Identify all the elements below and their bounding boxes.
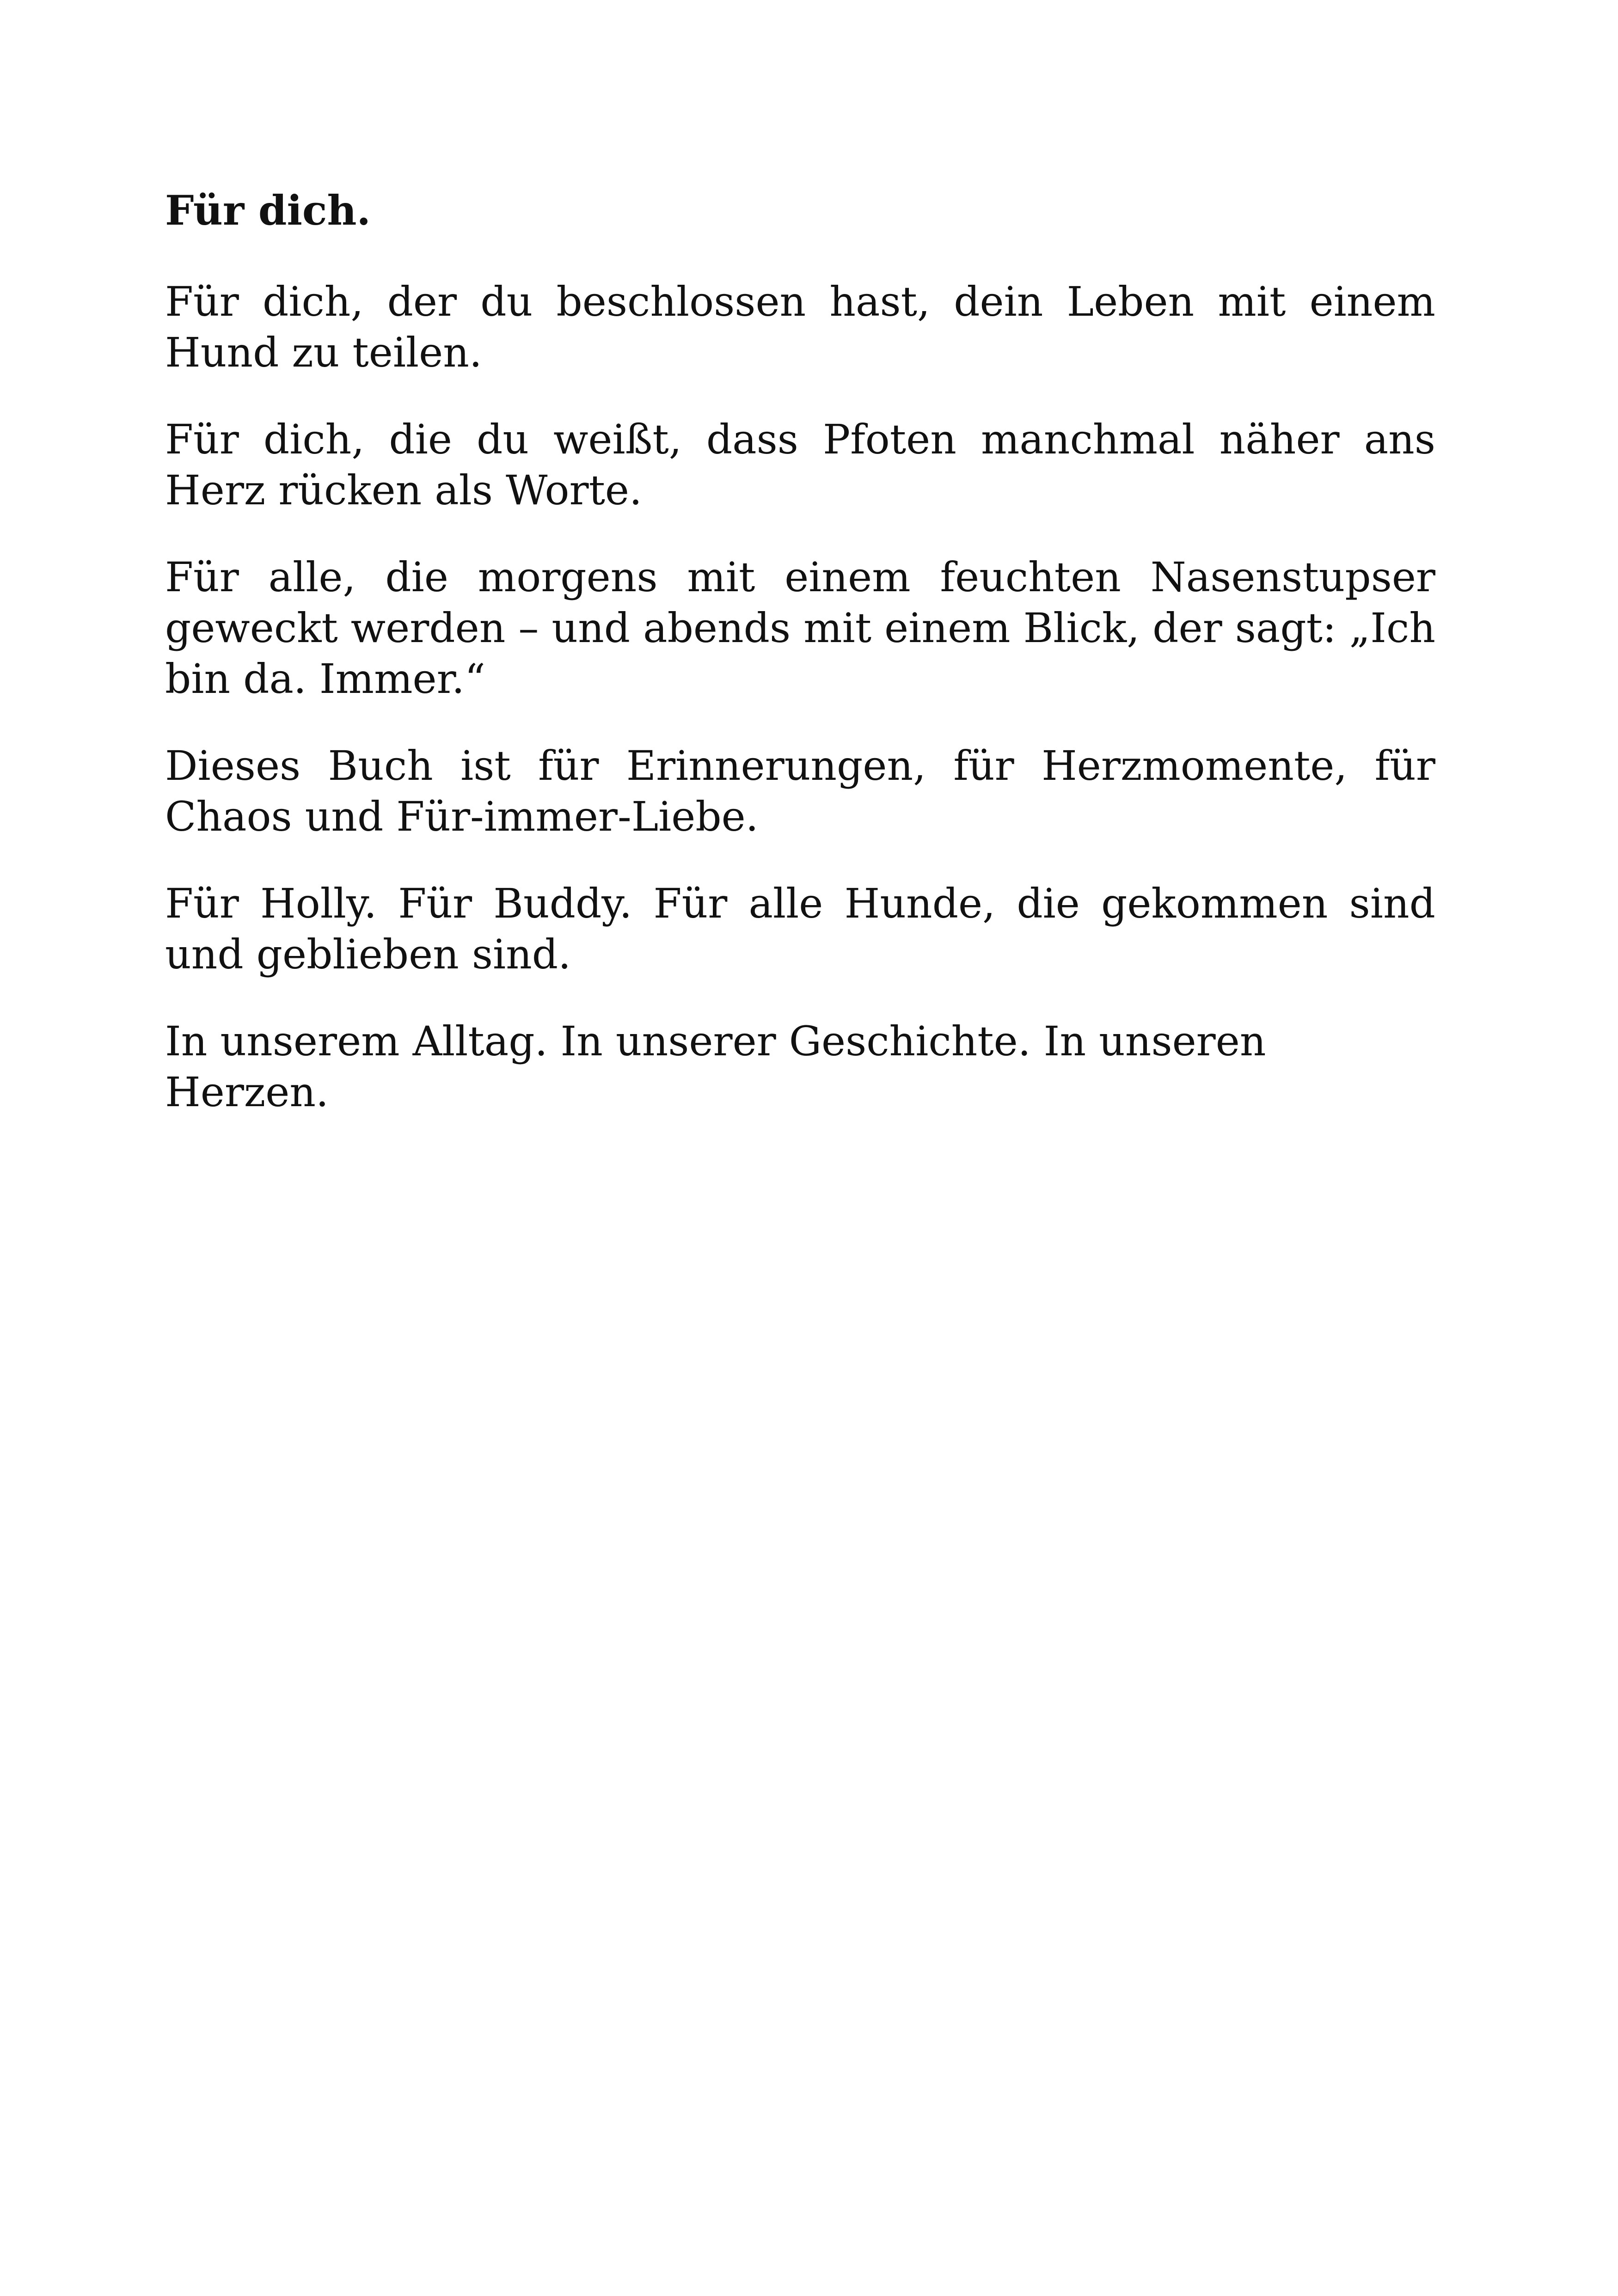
paragraph-4: Dieses Buch ist für Erinnerungen, für Herzmomente, für Chaos und Für-immer-Liebe. [165, 742, 1435, 840]
paragraph-5: Für Holly. Für Buddy. Für alle Hunde, die gekommen sind und geblieben sind. [165, 880, 1435, 978]
dedication-content [165, 185, 1435, 1154]
paragraph-1: Für dich, der du beschlossen hast, dein Leben mit einem Hund zu teilen. [165, 278, 1435, 376]
paragraph-6: In unserem Alltag. In unserer Geschichte. In unseren Herzen. [165, 1017, 1266, 1116]
paragraph-2: Für dich, die du weißt, dass Pfoten manchmal näher ans Herz rücken als Worte. [165, 416, 1435, 514]
paragraph-3: Für alle, die morgens mit einem feuchten Nasenstupser geweckt werden – und abends mit einem Blick, der sagt: „Ich bin da. Immer.“ [165, 553, 1435, 703]
page-title: Für dich. [165, 186, 371, 234]
